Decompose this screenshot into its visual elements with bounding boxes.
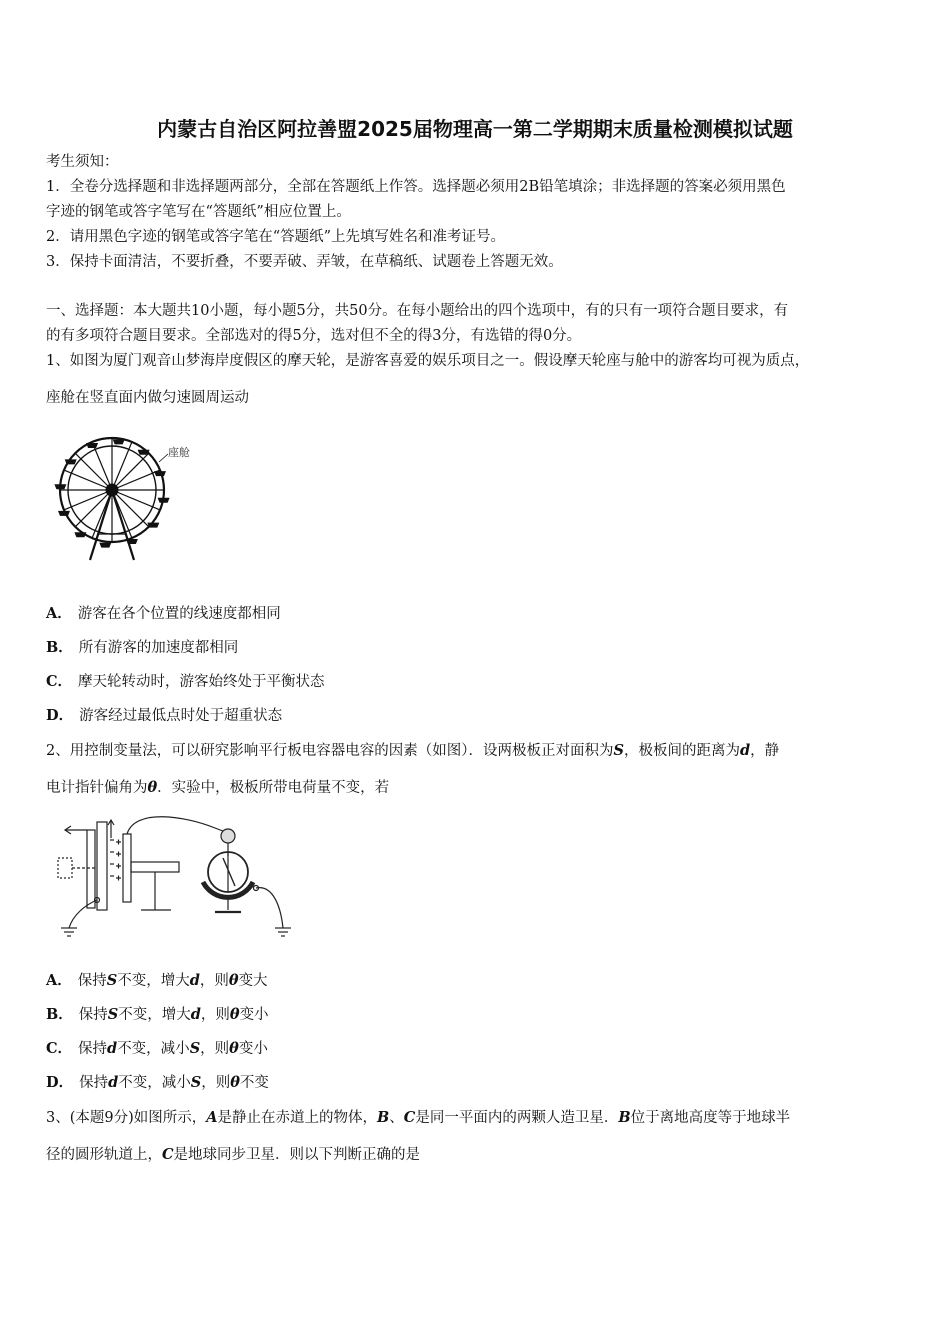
question-1-text-cont: 座舱在竖直面内做匀速圆周运动 (46, 390, 249, 406)
option-text: 保持 (79, 1075, 109, 1091)
cabin-icon (86, 443, 98, 448)
ferris-wheel-figure (50, 422, 200, 564)
q3-text-part: 径的圆形轨道上， (46, 1147, 162, 1163)
q3-text-part: 是静止在赤道上的物体， (217, 1110, 378, 1126)
cabin-icon (65, 459, 77, 464)
option-var: S (106, 972, 118, 989)
q2-text-part: ，极板间的距离为 (623, 743, 740, 759)
var-a: A (206, 1109, 218, 1126)
notice-heading: 考生须知： (46, 154, 119, 170)
section-heading-cont: 的有多项符合题目要求。全部选对的得5分，选对但不全的得3分，有选错的得0分。 (46, 328, 582, 344)
option-text: ，则 (199, 973, 229, 989)
q1-option-d (46, 706, 282, 726)
option-letter: B． (46, 639, 73, 656)
option-var: θ (229, 1040, 239, 1057)
cabin-icon (74, 532, 86, 537)
option-var: S (107, 1006, 119, 1023)
question-3-text-cont (46, 1145, 420, 1165)
capacitor-icon (58, 817, 232, 936)
option-text: 变小 (238, 1041, 268, 1057)
cabin-icon (154, 471, 166, 476)
q2-option-a (46, 971, 268, 991)
notice-item-3: 3．保持卡面清洁，不要折叠，不要弄破、弄皱，在草稿纸、试题卷上答题无效。 (46, 254, 563, 270)
var-theta: θ (147, 779, 158, 796)
question-3-text (46, 1108, 790, 1128)
option-text: 不变，增大 (118, 1007, 191, 1023)
option-var: d (108, 1074, 119, 1091)
q2-text-part: ，静 (750, 743, 780, 759)
var-b: B (377, 1109, 390, 1126)
q1-option-a (46, 604, 281, 624)
option-letter: A． (46, 972, 72, 989)
cabin-icon (54, 484, 66, 489)
cabin-icon (58, 511, 70, 516)
option-text: 保持 (78, 1041, 108, 1057)
option-text: 所有游客的加速度都相同 (78, 640, 239, 656)
option-var: S (190, 1074, 202, 1091)
option-text: 变大 (238, 973, 268, 989)
q3-text-part: 是地球同步卫星．则以下判断正确的是 (173, 1147, 421, 1163)
option-var: d (190, 1006, 201, 1023)
cabin-icon (147, 523, 159, 528)
q3-text-part: 位于离地高度等于地球半 (630, 1110, 791, 1126)
option-text: 保持 (77, 973, 107, 989)
q1-option-b (46, 638, 238, 658)
option-var: θ (228, 972, 239, 989)
var-s: S (613, 742, 624, 759)
cabin-icon (158, 498, 170, 503)
option-text: 游客经过最低点时处于超重状态 (79, 708, 283, 724)
question-1-text: 1、如图为厦门观音山梦海岸度假区的摩天轮，是游客喜爱的娱乐项目之一。假设摩天轮座与舱中的游客均可视为质点， (46, 353, 810, 369)
q2-text-part: 电计指针偏角为 (46, 780, 148, 796)
option-text: 不变，增大 (117, 973, 190, 989)
q3-text-part: 、 (389, 1110, 404, 1126)
option-text: 不变，减小 (117, 1041, 190, 1057)
cabin-label: 座舱 (168, 446, 190, 459)
option-var: θ (230, 1074, 240, 1091)
var-b: B (618, 1109, 631, 1126)
electroscope-icon (203, 829, 291, 936)
notice-item-1: 1．全卷分选择题和非选择题两部分，全部在答题纸上作答。选择题必须用2B铅笔填涂；非选择题的答案必须用黑色 (46, 179, 786, 195)
option-text: ，则 (200, 1007, 230, 1023)
var-c: C (162, 1146, 174, 1163)
option-letter: A． (46, 605, 72, 622)
question-2-text (46, 741, 779, 761)
option-letter: D． (46, 707, 74, 724)
option-var: d (189, 972, 200, 989)
q2-option-d (46, 1073, 269, 1093)
question-2-text-cont (46, 778, 389, 798)
option-text: 摩天轮转动时，游客始终处于平衡状态 (78, 674, 325, 690)
page-title: 内蒙古自治区阿拉善盟2025届物理高一第二学期期末质量检测模拟试题 (157, 117, 793, 141)
option-letter: C． (46, 1040, 73, 1057)
q2-option-b (46, 1005, 269, 1025)
wheel-spoke (112, 453, 149, 490)
q2-text-part: 2、用控制变量法，可以研究影响平行板电容器电容的因素（如图）．设两极板正对面积为 (46, 743, 614, 759)
option-var: θ (229, 1006, 240, 1023)
notice-item-1-cont: 字迹的钢笔或答字笔写在“答题纸”相应位置上。 (46, 204, 351, 220)
var-c: C (403, 1109, 416, 1126)
option-var: d (107, 1040, 118, 1057)
option-letter: D． (46, 1074, 74, 1091)
var-d: d (739, 742, 751, 759)
option-text: ，则 (201, 1075, 231, 1091)
q2-option-c (46, 1039, 268, 1059)
option-text: ，则 (200, 1041, 230, 1057)
option-text: 不变 (239, 1075, 269, 1091)
option-letter: C． (46, 673, 73, 690)
cabin-icon (138, 450, 150, 455)
option-text: 保持 (78, 1007, 108, 1023)
option-text: 游客在各个位置的线速度都相同 (77, 606, 281, 622)
option-letter: B． (46, 1006, 73, 1023)
wheel-spoke (75, 453, 112, 490)
section-heading: 一、选择题：本大题共10小题，每小题5分，共50分。在每小题给出的四个选项中，有的只有一项符合题目要求，有 (46, 303, 789, 319)
ferris-wheel-icon (54, 438, 169, 560)
option-var: S (189, 1040, 201, 1057)
option-text: 变小 (239, 1007, 269, 1023)
cabin-icon (99, 543, 111, 548)
capacitor-electroscope-figure (55, 810, 300, 945)
notice-item-2: 2．请用黑色字迹的钢笔或答字笔在“答题纸”上先填写姓名和准考证号。 (46, 229, 506, 245)
cabin-icon (113, 439, 125, 444)
q1-option-c (46, 672, 325, 692)
q2-text-part: ．实验中，极板所带电荷量不变，若 (157, 780, 390, 796)
q3-text-part: 3、(本题9分)如图所示， (46, 1110, 207, 1126)
q3-text-part: 是同一平面内的两颗人造卫星． (415, 1110, 619, 1126)
option-text: 不变，减小 (118, 1075, 191, 1091)
